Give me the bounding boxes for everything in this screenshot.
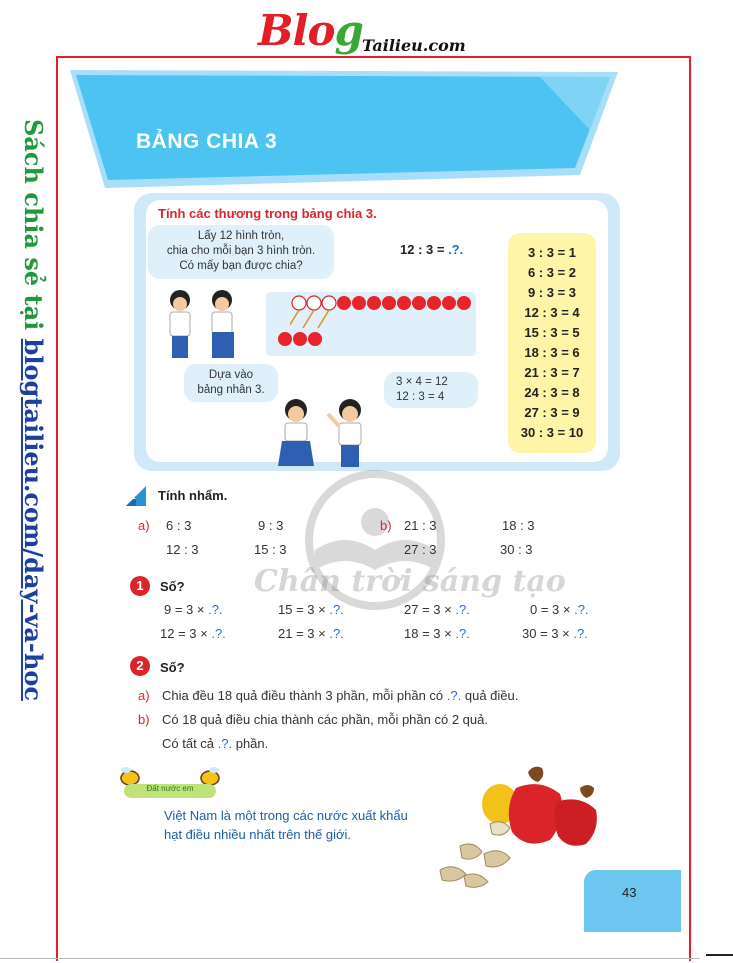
label-b: b) — [380, 518, 392, 533]
ex2-item: 12 = 3 × .?. — [160, 626, 226, 641]
page-number-tab — [584, 870, 681, 932]
table-row: 3 : 3 = 1 — [527, 245, 577, 260]
bubble2-line: Dựa vào — [208, 369, 254, 381]
question-equation: 12 : 3 = .?. — [400, 242, 464, 257]
label-a: a) — [138, 518, 150, 533]
hint-line: 12 : 3 = 4 — [396, 391, 445, 403]
table-row: 6 : 3 = 2 — [527, 265, 577, 280]
bubble1-line: chia cho mỗi bạn 3 hình tròn. — [166, 245, 316, 257]
speech-bubble-2 — [184, 364, 278, 402]
ex2-item: 9 = 3 × .?. — [164, 602, 223, 617]
logo-main: Blog — [258, 6, 363, 55]
ex1-item: 9 : 3 — [258, 518, 284, 533]
children-illustration-2 — [270, 396, 374, 472]
exercise-3-badge: 2 — [130, 656, 150, 676]
label-b: b) — [138, 712, 150, 727]
speech-bubble-1 — [148, 225, 334, 279]
exercise-1-title: Tính nhẩm. — [158, 488, 228, 503]
bottom-divider — [0, 958, 700, 959]
site-logo[interactable] — [258, 6, 498, 62]
ex3-a-text: Chia đều 18 quả điều thành 3 phần, mỗi phần có .?. quả điều. — [162, 688, 519, 703]
table-row: 24 : 3 = 8 — [524, 385, 580, 400]
ex1-item: 12 : 3 — [166, 542, 199, 557]
ex1-item: 21 : 3 — [404, 518, 437, 533]
bee-icon — [116, 762, 224, 804]
corner-mark — [706, 954, 733, 956]
exercise-1-badge — [124, 484, 148, 508]
fact-line: hạt điều nhiều nhất trên thế giới. — [164, 827, 352, 842]
logo-letter-g: g — [334, 6, 363, 55]
cashew-fruit-image — [430, 758, 610, 893]
page-title: BẢNG CHIA 3 — [136, 130, 278, 153]
exercise-2-title: Số? — [160, 579, 185, 594]
ex1-item: 15 : 3 — [254, 542, 287, 557]
ex3-b-line2: Có tất cả .?. phần. — [162, 736, 269, 751]
side-banner — [0, 95, 56, 745]
panel-heading: Tính các thương trong bảng chia 3. — [158, 206, 377, 221]
ex2-item: 21 = 3 × .?. — [278, 626, 344, 641]
ex1-item: 27 : 3 — [404, 542, 437, 557]
table-row: 30 : 3 = 10 — [520, 425, 584, 440]
side-link[interactable]: blogtailieu.com/day-va-hoc — [19, 338, 48, 701]
ex1-item: 18 : 3 — [502, 518, 535, 533]
bubble2-line: bảng nhân 3. — [197, 384, 265, 396]
watermark-text: Chân trời sáng tạo — [254, 564, 566, 599]
hint-line: 3 × 4 = 12 — [396, 376, 448, 388]
ex2-item: 0 = 3 × .?. — [530, 602, 589, 617]
exercise-1-number: 1 — [129, 488, 136, 502]
exercise-2-badge: 1 — [130, 576, 150, 596]
side-text: Sách chia sẻ tại — [19, 119, 48, 339]
ex2-item: 27 = 3 × .?. — [404, 602, 470, 617]
table-row: 12 : 3 = 4 — [524, 305, 580, 320]
ex1-item: 6 : 3 — [166, 518, 192, 533]
exercise-3-title: Số? — [160, 660, 185, 675]
page-number: 43 — [622, 885, 637, 900]
ex2-item: 18 = 3 × .?. — [404, 626, 470, 641]
ex2-item: 30 = 3 × .?. — [522, 626, 588, 641]
bubble1-line: Có mấy bạn được chia? — [179, 260, 303, 272]
fact-text — [164, 806, 408, 844]
table-row: 18 : 3 = 6 — [524, 345, 580, 360]
fact-tag: Đất nước em — [146, 784, 194, 793]
ex2-item: 15 = 3 × .?. — [278, 602, 344, 617]
label-a: a) — [138, 688, 150, 703]
table-row: 27 : 3 = 9 — [524, 405, 580, 420]
logo-sub: Tailieu.com — [362, 36, 466, 55]
fact-line: Việt Nam là một trong các nước xuất khẩu — [164, 808, 408, 823]
bubble1-line: Lấy 12 hình tròn, — [197, 230, 285, 242]
children-illustration-1 — [160, 288, 250, 364]
division-table — [508, 233, 596, 453]
ex3-b-line1: Có 18 quả điều chia thành các phần, mỗi phần có 2 quả. — [162, 712, 488, 727]
table-row: 9 : 3 = 3 — [527, 285, 577, 300]
hint-box — [384, 372, 478, 408]
table-row: 15 : 3 = 5 — [524, 325, 580, 340]
table-row: 21 : 3 = 7 — [524, 365, 580, 380]
grouped-circles — [276, 330, 326, 348]
ex1-item: 30 : 3 — [500, 542, 533, 557]
